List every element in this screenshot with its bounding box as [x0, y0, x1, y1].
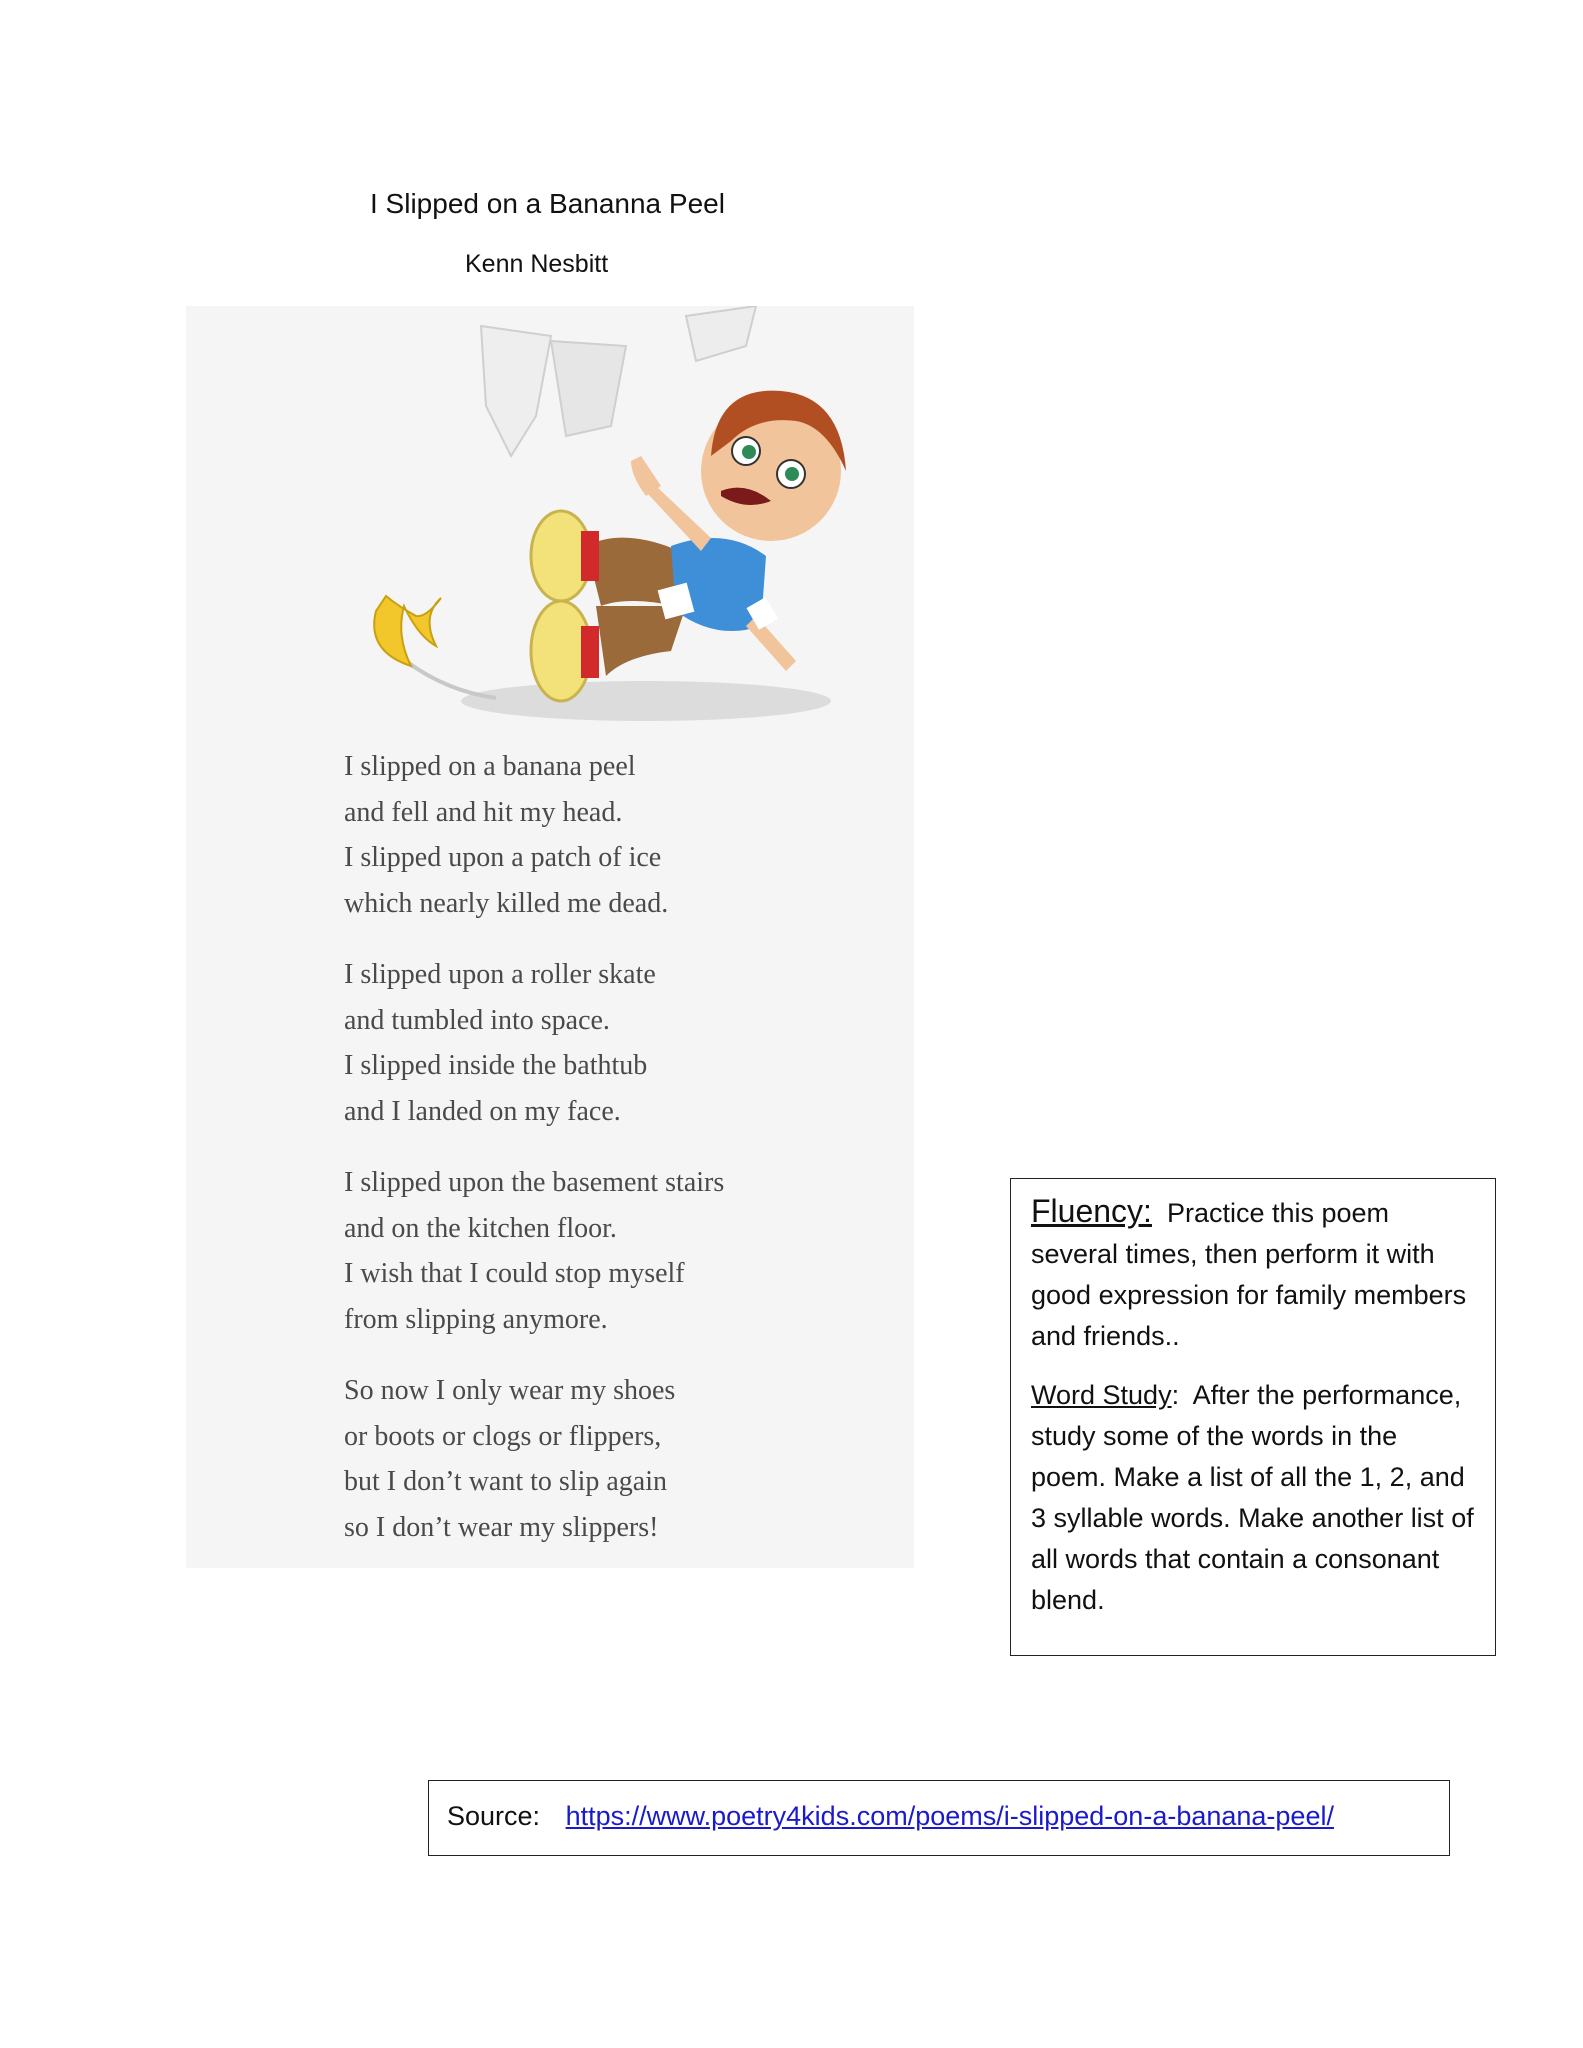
poem-line: I slipped inside the bathtub — [344, 1050, 648, 1081]
poem-body — [344, 744, 724, 1576]
word-study-text: After the performance, study some of the words in the poem. Make a list of all the 1, 2, and 3 syllable words. Make another list of all words that contain a consonant blend. — [1031, 1380, 1474, 1615]
poem-line: or boots or clogs or flippers, — [344, 1420, 662, 1452]
source-link[interactable]: https://www.poetry4kids.com/poems/i-slipped-on-a-banana-peel/ — [565, 1801, 1334, 1831]
poem-line: I slipped upon a roller skate — [344, 959, 656, 990]
poem-line: and tumbled into space. — [344, 1004, 610, 1036]
poem-line: so I don’t wear my slippers! — [344, 1511, 659, 1543]
fluency-text: Practice this poem several times, then perform it with good expression for family members and friends.. — [1031, 1198, 1467, 1351]
poem-line: from slipping anymore. — [344, 1303, 608, 1335]
source-box — [428, 1780, 1450, 1856]
poem-line: I slipped upon the basement stairs — [344, 1167, 725, 1198]
poem-card — [186, 306, 914, 1568]
word-study-paragraph: Word Study: After the performance, study some of the words in the poem. Make a list of all the 1, 2, and 3 syllable words. Make another list of all words that contain a consonant blend. — [1031, 1380, 1474, 1615]
poem-stanza — [344, 952, 724, 1134]
word-study-heading: Word Study — [1031, 1380, 1172, 1410]
source-label: Source: — [447, 1801, 541, 1831]
page-title: I Slipped on a Bananna Peel — [370, 188, 725, 219]
poem-line: but I don’t want to slip again — [344, 1466, 667, 1497]
fluency-instructions-box — [1010, 1178, 1496, 1656]
poem-line: and fell and hit my head. — [344, 796, 623, 828]
poem-stanza — [344, 1160, 724, 1342]
fluency-paragraph — [1031, 1191, 1475, 1357]
poem-line: I slipped upon a patch of ice — [344, 842, 662, 873]
fluency-heading: Fluency: — [1031, 1193, 1152, 1229]
author-name: Kenn Nesbitt — [465, 250, 609, 278]
poem-stanza — [344, 1368, 724, 1550]
poem-line: and on the kitchen floor. — [344, 1212, 617, 1244]
poem-stanza — [344, 744, 724, 926]
poem-line: and I landed on my face. — [344, 1095, 621, 1127]
poem-line: So now I only wear my shoes — [344, 1375, 676, 1406]
poem-line: I slipped on a banana peel — [344, 751, 636, 782]
poem-line: I wish that I could stop myself — [344, 1258, 685, 1289]
boy-slipping-on-banana-peel-icon — [326, 306, 886, 726]
poem-line: which nearly killed me dead. — [344, 887, 669, 919]
